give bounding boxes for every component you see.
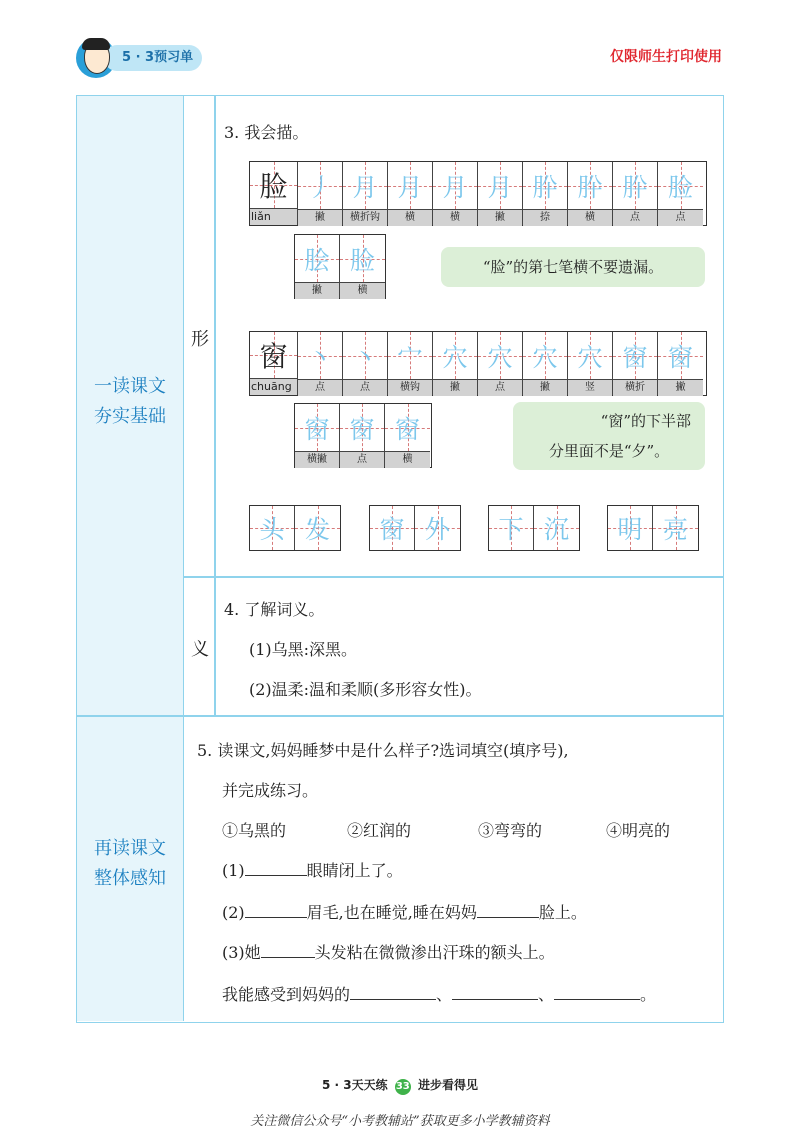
stroke-cell (295, 235, 340, 298)
option: ①乌黑的 (222, 821, 287, 840)
stroke-name: 点 (298, 379, 342, 396)
stroke-cell (658, 162, 703, 225)
stroke-cell (385, 404, 430, 467)
stroke-step: 月 (352, 172, 378, 202)
sublabel-divider (214, 96, 216, 716)
answer-blank[interactable] (554, 999, 640, 1000)
print-restriction: 仅限师生打印使用 (610, 49, 722, 65)
sentence-text: (1) (222, 861, 245, 880)
header-badge: 5 · 3预习单 (104, 45, 202, 71)
stroke-step: 肸 (577, 172, 603, 202)
q3-title: 3. 我会描。 (224, 123, 309, 142)
sentence-text: 头发粘在微微渗出汗珠的额头上。 (314, 943, 555, 962)
row-divider (184, 576, 723, 578)
word-char: 沉 (543, 515, 569, 544)
stroke-step: 穴 (442, 342, 468, 372)
stroke-step: 窗 (667, 342, 693, 372)
word-box (488, 505, 580, 551)
stroke-cell (568, 332, 613, 395)
stroke-step: 穴 (532, 342, 558, 372)
section-divider (77, 715, 723, 717)
answer-blank[interactable] (245, 917, 307, 918)
stroke-cell (340, 235, 385, 298)
sentence-text: 眉毛,也在睡觉,睡在妈妈 (306, 903, 477, 922)
page-footer (0, 1076, 800, 1095)
stroke-cell (433, 332, 478, 395)
stroke-name: 竖 (568, 379, 612, 396)
sentence-text: 、 (538, 985, 555, 1004)
word-box (607, 505, 699, 551)
stroke-name: 横折钩 (343, 209, 387, 226)
sidebar-section-2 (77, 716, 184, 1021)
stroke-name: 撇 (433, 379, 477, 396)
stroke-cell (568, 162, 613, 225)
chuang-tip (513, 402, 705, 470)
q5-title-cont: 并完成练习。 (222, 781, 319, 800)
stroke-cell (340, 404, 385, 467)
stroke-step: 月 (397, 172, 423, 202)
chuang-extra-grid (294, 403, 432, 468)
option: ③弯弯的 (478, 821, 543, 840)
stroke-step: 月 (487, 172, 513, 202)
word-box (369, 505, 461, 551)
word-box (249, 505, 341, 551)
stroke-cell (478, 162, 523, 225)
stroke-cell (388, 162, 433, 225)
stroke-step: 肸 (532, 172, 558, 202)
stroke-name: 点 (613, 209, 657, 226)
stroke-cell (523, 162, 568, 225)
word-char: 亮 (662, 515, 688, 544)
footer-left: 5 · 3天天练 (321, 1078, 388, 1092)
stroke-step: 月 (442, 172, 468, 202)
stroke-step: 脸 (349, 245, 375, 275)
q4-title: 4. 了解词义。 (224, 600, 325, 619)
stroke-step: 窗 (394, 414, 420, 444)
sentence-text: (2) (222, 903, 245, 922)
answer-blank[interactable] (350, 999, 436, 1000)
stroke-step: 窗 (349, 414, 375, 444)
mascot-hair-icon (82, 38, 110, 50)
sentence-2 (222, 900, 587, 923)
bottom-note: 关注微信公众号“小考教辅站”获取更多小学教辅资料 (250, 1114, 550, 1129)
stroke-cell (343, 162, 388, 225)
stroke-name: 横钩 (388, 379, 432, 396)
stroke-name: 点 (340, 451, 384, 468)
stroke-step: 窗 (304, 414, 330, 444)
main-char: 窗 (259, 340, 288, 373)
answer-blank[interactable] (452, 999, 538, 1000)
stroke-cell (298, 162, 343, 225)
stroke-name: 点 (343, 379, 387, 396)
word-char: 外 (424, 515, 450, 544)
option: ④明亮的 (606, 821, 671, 840)
stroke-cell (298, 332, 343, 395)
stroke-name: 横折 (613, 379, 657, 396)
stroke-step: 肸 (622, 172, 648, 202)
section-title-line: 夯实基础 (94, 406, 166, 427)
tip-line: “窗”的下半部 (600, 412, 691, 430)
stroke-step: 脍 (304, 245, 330, 275)
sentence-text: 脸上。 (538, 903, 587, 922)
stroke-name: 撇 (298, 209, 342, 226)
sentence-3 (222, 940, 555, 963)
stroke-name: 横 (385, 451, 430, 468)
stroke-cell (433, 162, 478, 225)
lian-stroke-grid (249, 161, 707, 226)
word-char: 发 (304, 515, 330, 544)
page-number: 33 (395, 1079, 411, 1095)
stroke-name: 点 (658, 209, 703, 226)
stroke-step: 丶 (352, 342, 378, 372)
stroke-cell (613, 332, 658, 395)
sublabel-yi: 义 (191, 639, 209, 660)
sentence-4 (222, 982, 656, 1005)
sidebar-section-1 (77, 96, 184, 716)
sentence-1 (222, 858, 403, 881)
tip-line: 分里面不是“夕”。 (548, 442, 670, 460)
answer-blank[interactable] (261, 957, 315, 958)
stroke-name: 横 (433, 209, 477, 226)
sublabel-xing: 形 (191, 329, 209, 350)
sentence-text: (3)她 (222, 943, 261, 962)
stroke-step: 宀 (397, 342, 423, 372)
stroke-cell (658, 332, 703, 395)
q5-title: 5. 读课文,妈妈睡梦中是什么样子?选词填空(填序号), (197, 741, 569, 760)
stroke-cell (613, 162, 658, 225)
stroke-step: 丶 (307, 342, 333, 372)
stroke-cell (523, 332, 568, 395)
sentence-text: 。 (640, 985, 657, 1004)
chuang-stroke-grid (249, 331, 707, 396)
pinyin: liǎn (250, 208, 297, 225)
stroke-cell (388, 332, 433, 395)
main-char: 脸 (259, 170, 288, 203)
main-char-cell (250, 332, 298, 395)
stroke-name: 点 (478, 379, 522, 396)
sentence-text: 眼睛闭上了。 (306, 861, 403, 880)
stroke-step: 脸 (667, 172, 693, 202)
word-char: 窗 (379, 515, 405, 544)
stroke-name: 捺 (523, 209, 567, 226)
stroke-name: 横 (388, 209, 432, 226)
pinyin: chuāng (250, 378, 297, 395)
lian-extra-grid (294, 234, 386, 299)
answer-blank[interactable] (245, 875, 307, 876)
section-title-line: 整体感知 (94, 868, 166, 889)
sentence-text: 我能感受到妈妈的 (222, 985, 351, 1004)
footer-right: 进步看得见 (417, 1078, 478, 1092)
stroke-cell (295, 404, 340, 467)
stroke-name: 横撇 (295, 451, 339, 468)
stroke-step: 丿 (307, 172, 333, 202)
q4-item: (1)乌黑:深黑。 (249, 640, 358, 659)
stroke-cell (478, 332, 523, 395)
q4-item: (2)温柔:温和柔顺(多形容女性)。 (249, 680, 482, 699)
stroke-name: 横 (568, 209, 612, 226)
option: ②红润的 (347, 821, 412, 840)
stroke-name: 撇 (523, 379, 567, 396)
sentence-text: 、 (436, 985, 453, 1004)
section-title-line: 再读课文 (94, 838, 166, 859)
stroke-step: 穴 (487, 342, 513, 372)
word-char: 下 (498, 515, 524, 544)
main-char-cell (250, 162, 298, 225)
stroke-name: 撇 (478, 209, 522, 226)
stroke-step: 窗 (622, 342, 648, 372)
stroke-name: 横 (340, 282, 385, 299)
answer-blank[interactable] (477, 917, 539, 918)
section-title-line: 一读课文 (94, 376, 166, 397)
stroke-cell (343, 332, 388, 395)
word-char: 明 (617, 515, 643, 544)
word-char: 头 (259, 515, 285, 544)
lian-tip: “脸”的第七笔横不要遗漏。 (441, 247, 705, 287)
stroke-name: 撇 (295, 282, 339, 299)
stroke-name: 撇 (658, 379, 703, 396)
stroke-step: 穴 (577, 342, 603, 372)
